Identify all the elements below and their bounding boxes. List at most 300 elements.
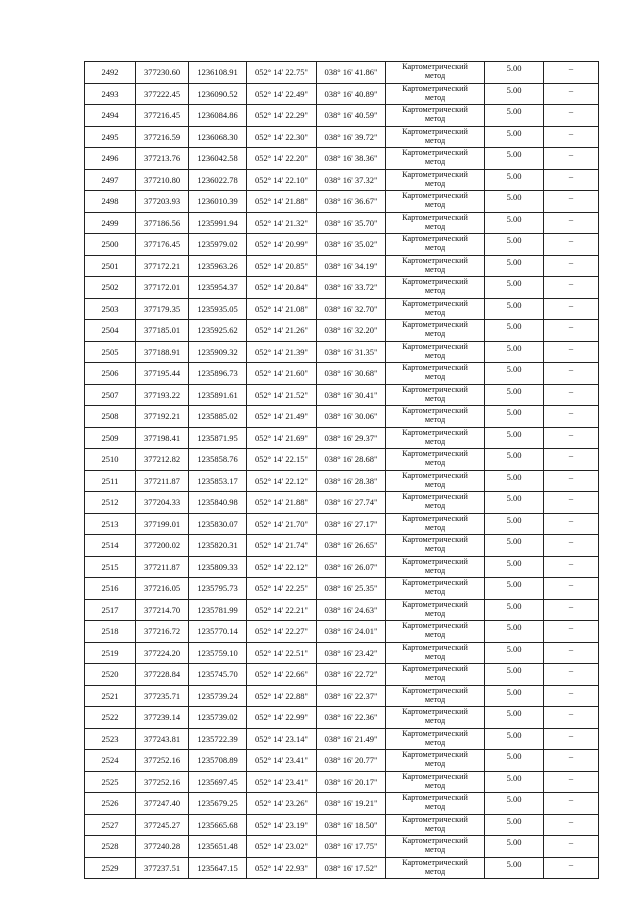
accuracy-cell: 5.00 bbox=[485, 793, 544, 815]
y-coordinate-cell: 1235722.39 bbox=[189, 728, 247, 750]
method-line-1: Картометрический bbox=[402, 126, 468, 136]
longitude-cell: 038° 16' 25.35" bbox=[317, 578, 386, 600]
point-number-cell: 2526 bbox=[85, 793, 136, 815]
point-number-cell: 2499 bbox=[85, 212, 136, 234]
y-coordinate-cell: 1235935.05 bbox=[189, 298, 247, 320]
method-line-1: Картометрический bbox=[402, 750, 468, 759]
latitude-cell: 052° 14' 22.15" bbox=[247, 449, 317, 471]
method-line-1: Картометрический bbox=[402, 599, 468, 609]
description-cell: – bbox=[544, 685, 599, 707]
method-line-2: метод bbox=[424, 845, 446, 854]
point-number-cell: 2529 bbox=[85, 857, 136, 879]
point-number-cell: 2503 bbox=[85, 298, 136, 320]
y-coordinate-cell: 1235647.15 bbox=[189, 857, 247, 879]
accuracy-cell: 5.00 bbox=[485, 513, 544, 535]
latitude-cell: 052° 14' 22.21" bbox=[247, 599, 317, 621]
method-line-1: Картометрический bbox=[402, 664, 468, 673]
method-cell bbox=[386, 191, 485, 213]
table-row bbox=[85, 148, 599, 170]
table-row bbox=[85, 535, 599, 557]
method-line-1: Картометрический bbox=[402, 277, 468, 286]
table-row bbox=[85, 449, 599, 471]
x-coordinate-cell: 377216.45 bbox=[136, 105, 189, 127]
longitude-cell: 038° 16' 22.37" bbox=[317, 685, 386, 707]
method-cell bbox=[386, 105, 485, 127]
table-row bbox=[85, 277, 599, 299]
description-cell: – bbox=[544, 277, 599, 299]
x-coordinate-cell: 377200.02 bbox=[136, 535, 189, 557]
table-row bbox=[85, 556, 599, 578]
x-coordinate-cell: 377193.22 bbox=[136, 384, 189, 406]
method-line-2: метод bbox=[424, 393, 446, 403]
accuracy-cell: 5.00 bbox=[485, 126, 544, 148]
latitude-cell: 052° 14' 22.30" bbox=[247, 126, 317, 148]
point-number-cell: 2496 bbox=[85, 148, 136, 170]
method-line-1: Картометрический bbox=[402, 255, 468, 265]
method-line-1: Картометрический bbox=[402, 621, 468, 630]
accuracy-cell: 5.00 bbox=[485, 707, 544, 729]
y-coordinate-cell: 1235770.14 bbox=[189, 621, 247, 643]
table-row bbox=[85, 470, 599, 492]
table-row bbox=[85, 212, 599, 234]
description-cell: – bbox=[544, 384, 599, 406]
y-coordinate-cell: 1236010.39 bbox=[189, 191, 247, 213]
method-line-2: метод bbox=[424, 178, 446, 188]
method-line-2: метод bbox=[424, 71, 446, 80]
x-coordinate-cell: 377245.27 bbox=[136, 814, 189, 836]
latitude-cell: 052° 14' 21.52" bbox=[247, 384, 317, 406]
y-coordinate-cell: 1235739.24 bbox=[189, 685, 247, 707]
table-row bbox=[85, 234, 599, 256]
y-coordinate-cell: 1235697.45 bbox=[189, 771, 247, 793]
point-number-cell: 2523 bbox=[85, 728, 136, 750]
point-number-cell: 2501 bbox=[85, 255, 136, 277]
x-coordinate-cell: 377224.20 bbox=[136, 642, 189, 664]
description-cell: – bbox=[544, 556, 599, 578]
table-row bbox=[85, 191, 599, 213]
method-cell bbox=[386, 492, 485, 514]
latitude-cell: 052° 14' 22.25" bbox=[247, 578, 317, 600]
method-line-2: метод bbox=[424, 372, 446, 381]
y-coordinate-cell: 1235651.48 bbox=[189, 836, 247, 858]
longitude-cell: 038° 16' 30.06" bbox=[317, 406, 386, 428]
method-line-1: Картометрический bbox=[402, 857, 468, 867]
method-line-2: метод bbox=[424, 264, 446, 274]
y-coordinate-cell: 1235891.61 bbox=[189, 384, 247, 406]
x-coordinate-cell: 377188.91 bbox=[136, 341, 189, 363]
description-cell: – bbox=[544, 836, 599, 858]
accuracy-cell: 5.00 bbox=[485, 857, 544, 879]
method-line-1: Картометрический bbox=[402, 341, 468, 351]
x-coordinate-cell: 377172.01 bbox=[136, 277, 189, 299]
method-cell bbox=[386, 814, 485, 836]
latitude-cell: 052° 14' 23.26" bbox=[247, 793, 317, 815]
method-line-1: Картометрический bbox=[402, 298, 468, 308]
method-line-1: Картометрический bbox=[402, 492, 468, 501]
accuracy-cell: 5.00 bbox=[485, 771, 544, 793]
accuracy-cell: 5.00 bbox=[485, 62, 544, 84]
longitude-cell: 038° 16' 38.36" bbox=[317, 148, 386, 170]
y-coordinate-cell: 1235665.68 bbox=[189, 814, 247, 836]
point-number-cell: 2506 bbox=[85, 363, 136, 385]
accuracy-cell: 5.00 bbox=[485, 406, 544, 428]
method-line-1: Картометрический bbox=[402, 191, 468, 200]
x-coordinate-cell: 377252.16 bbox=[136, 750, 189, 772]
longitude-cell: 038° 16' 19.21" bbox=[317, 793, 386, 815]
point-number-cell: 2524 bbox=[85, 750, 136, 772]
longitude-cell: 038° 16' 17.75" bbox=[317, 836, 386, 858]
longitude-cell: 038° 16' 27.17" bbox=[317, 513, 386, 535]
accuracy-cell: 5.00 bbox=[485, 384, 544, 406]
y-coordinate-cell: 1235679.25 bbox=[189, 793, 247, 815]
x-coordinate-cell: 377239.14 bbox=[136, 707, 189, 729]
latitude-cell: 052° 14' 23.02" bbox=[247, 836, 317, 858]
y-coordinate-cell: 1235963.26 bbox=[189, 255, 247, 277]
longitude-cell: 038° 16' 30.68" bbox=[317, 363, 386, 385]
method-line-1: Картометрический bbox=[402, 427, 468, 437]
x-coordinate-cell: 377228.84 bbox=[136, 664, 189, 686]
method-line-2: метод bbox=[424, 759, 446, 768]
latitude-cell: 052° 14' 23.19" bbox=[247, 814, 317, 836]
method-cell bbox=[386, 384, 485, 406]
y-coordinate-cell: 1236090.52 bbox=[189, 83, 247, 105]
point-number-cell: 2512 bbox=[85, 492, 136, 514]
accuracy-cell: 5.00 bbox=[485, 169, 544, 191]
longitude-cell: 038° 16' 33.72" bbox=[317, 277, 386, 299]
point-number-cell: 2522 bbox=[85, 707, 136, 729]
method-line-2: метод bbox=[424, 329, 446, 338]
y-coordinate-cell: 1236108.91 bbox=[189, 62, 247, 84]
method-cell bbox=[386, 836, 485, 858]
point-number-cell: 2504 bbox=[85, 320, 136, 342]
longitude-cell: 038° 16' 17.52" bbox=[317, 857, 386, 879]
table-row bbox=[85, 320, 599, 342]
longitude-cell: 038° 16' 39.72" bbox=[317, 126, 386, 148]
method-cell bbox=[386, 685, 485, 707]
longitude-cell: 038° 16' 29.37" bbox=[317, 427, 386, 449]
method-line-1: Картометрический bbox=[402, 62, 468, 71]
table-body bbox=[85, 62, 599, 879]
description-cell: – bbox=[544, 793, 599, 815]
y-coordinate-cell: 1235739.02 bbox=[189, 707, 247, 729]
x-coordinate-cell: 377186.56 bbox=[136, 212, 189, 234]
point-number-cell: 2514 bbox=[85, 535, 136, 557]
method-cell bbox=[386, 642, 485, 664]
x-coordinate-cell: 377247.40 bbox=[136, 793, 189, 815]
method-line-2: метод bbox=[424, 802, 446, 811]
x-coordinate-cell: 377252.16 bbox=[136, 771, 189, 793]
x-coordinate-cell: 377216.05 bbox=[136, 578, 189, 600]
latitude-cell: 052° 14' 22.88" bbox=[247, 685, 317, 707]
y-coordinate-cell: 1235820.31 bbox=[189, 535, 247, 557]
method-cell bbox=[386, 707, 485, 729]
y-coordinate-cell: 1235759.10 bbox=[189, 642, 247, 664]
method-line-1: Картометрический bbox=[402, 449, 468, 458]
longitude-cell: 038° 16' 24.63" bbox=[317, 599, 386, 621]
longitude-cell: 038° 16' 20.17" bbox=[317, 771, 386, 793]
description-cell: – bbox=[544, 621, 599, 643]
x-coordinate-cell: 377230.60 bbox=[136, 62, 189, 84]
table-row bbox=[85, 384, 599, 406]
description-cell: – bbox=[544, 169, 599, 191]
description-cell: – bbox=[544, 126, 599, 148]
point-number-cell: 2513 bbox=[85, 513, 136, 535]
longitude-cell: 038° 16' 26.65" bbox=[317, 535, 386, 557]
description-cell: – bbox=[544, 599, 599, 621]
table-row bbox=[85, 62, 599, 84]
method-line-2: метод bbox=[424, 522, 446, 532]
point-number-cell: 2494 bbox=[85, 105, 136, 127]
method-line-2: метод bbox=[424, 92, 446, 102]
accuracy-cell: 5.00 bbox=[485, 814, 544, 836]
description-cell: – bbox=[544, 449, 599, 471]
description-cell: – bbox=[544, 298, 599, 320]
accuracy-cell: 5.00 bbox=[485, 234, 544, 256]
method-line-1: Картометрический bbox=[402, 814, 468, 824]
table-row bbox=[85, 513, 599, 535]
latitude-cell: 052° 14' 23.14" bbox=[247, 728, 317, 750]
point-number-cell: 2520 bbox=[85, 664, 136, 686]
table-row bbox=[85, 492, 599, 514]
method-line-2: метод bbox=[424, 479, 446, 489]
y-coordinate-cell: 1236042.58 bbox=[189, 148, 247, 170]
accuracy-cell: 5.00 bbox=[485, 105, 544, 127]
description-cell: – bbox=[544, 771, 599, 793]
description-cell: – bbox=[544, 427, 599, 449]
y-coordinate-cell: 1235708.89 bbox=[189, 750, 247, 772]
latitude-cell: 052° 14' 21.74" bbox=[247, 535, 317, 557]
y-coordinate-cell: 1235830.07 bbox=[189, 513, 247, 535]
longitude-cell: 038° 16' 40.59" bbox=[317, 105, 386, 127]
method-line-2: метод bbox=[424, 651, 446, 661]
method-line-2: метод bbox=[424, 501, 446, 510]
table-row bbox=[85, 642, 599, 664]
y-coordinate-cell: 1235896.73 bbox=[189, 363, 247, 385]
accuracy-cell: 5.00 bbox=[485, 320, 544, 342]
method-line-1: Картометрический bbox=[402, 771, 468, 781]
table-row bbox=[85, 169, 599, 191]
longitude-cell: 038° 16' 28.68" bbox=[317, 449, 386, 471]
point-number-cell: 2518 bbox=[85, 621, 136, 643]
longitude-cell: 038° 16' 37.32" bbox=[317, 169, 386, 191]
method-cell bbox=[386, 298, 485, 320]
longitude-cell: 038° 16' 22.72" bbox=[317, 664, 386, 686]
x-coordinate-cell: 377243.81 bbox=[136, 728, 189, 750]
x-coordinate-cell: 377198.41 bbox=[136, 427, 189, 449]
description-cell: – bbox=[544, 62, 599, 84]
method-cell bbox=[386, 83, 485, 105]
latitude-cell: 052° 14' 21.26" bbox=[247, 320, 317, 342]
description-cell: – bbox=[544, 750, 599, 772]
description-cell: – bbox=[544, 320, 599, 342]
method-line-2: метод bbox=[424, 350, 446, 360]
accuracy-cell: 5.00 bbox=[485, 578, 544, 600]
method-line-2: метод bbox=[424, 458, 446, 467]
x-coordinate-cell: 377216.59 bbox=[136, 126, 189, 148]
table-row bbox=[85, 664, 599, 686]
method-line-2: метод bbox=[424, 307, 446, 317]
longitude-cell: 038° 16' 18.50" bbox=[317, 814, 386, 836]
latitude-cell: 052° 14' 22.49" bbox=[247, 83, 317, 105]
method-cell bbox=[386, 255, 485, 277]
method-line-2: метод bbox=[424, 544, 446, 553]
method-cell bbox=[386, 277, 485, 299]
y-coordinate-cell: 1236022.78 bbox=[189, 169, 247, 191]
longitude-cell: 038° 16' 23.42" bbox=[317, 642, 386, 664]
method-line-2: метод bbox=[424, 608, 446, 618]
method-cell bbox=[386, 599, 485, 621]
y-coordinate-cell: 1235979.02 bbox=[189, 234, 247, 256]
accuracy-cell: 5.00 bbox=[485, 728, 544, 750]
method-cell bbox=[386, 62, 485, 84]
description-cell: – bbox=[544, 212, 599, 234]
longitude-cell: 038° 16' 27.74" bbox=[317, 492, 386, 514]
latitude-cell: 052° 14' 20.85" bbox=[247, 255, 317, 277]
method-cell bbox=[386, 427, 485, 449]
x-coordinate-cell: 377240.28 bbox=[136, 836, 189, 858]
x-coordinate-cell: 377176.45 bbox=[136, 234, 189, 256]
accuracy-cell: 5.00 bbox=[485, 212, 544, 234]
longitude-cell: 038° 16' 41.86" bbox=[317, 62, 386, 84]
method-cell bbox=[386, 363, 485, 385]
longitude-cell: 038° 16' 40.89" bbox=[317, 83, 386, 105]
table-row bbox=[85, 578, 599, 600]
description-cell: – bbox=[544, 707, 599, 729]
method-line-1: Картометрический bbox=[402, 578, 468, 587]
method-line-1: Картометрический bbox=[402, 793, 468, 802]
accuracy-cell: 5.00 bbox=[485, 642, 544, 664]
x-coordinate-cell: 377214.70 bbox=[136, 599, 189, 621]
latitude-cell: 052° 14' 22.27" bbox=[247, 621, 317, 643]
x-coordinate-cell: 377179.35 bbox=[136, 298, 189, 320]
point-number-cell: 2505 bbox=[85, 341, 136, 363]
point-number-cell: 2515 bbox=[85, 556, 136, 578]
accuracy-cell: 5.00 bbox=[485, 685, 544, 707]
x-coordinate-cell: 377211.87 bbox=[136, 470, 189, 492]
table-row bbox=[85, 406, 599, 428]
latitude-cell: 052° 14' 20.84" bbox=[247, 277, 317, 299]
description-cell: – bbox=[544, 255, 599, 277]
accuracy-cell: 5.00 bbox=[485, 470, 544, 492]
accuracy-cell: 5.00 bbox=[485, 191, 544, 213]
accuracy-cell: 5.00 bbox=[485, 277, 544, 299]
table-row bbox=[85, 83, 599, 105]
latitude-cell: 052° 14' 21.88" bbox=[247, 492, 317, 514]
y-coordinate-cell: 1235795.73 bbox=[189, 578, 247, 600]
table-row bbox=[85, 126, 599, 148]
accuracy-cell: 5.00 bbox=[485, 449, 544, 471]
description-cell: – bbox=[544, 578, 599, 600]
method-line-1: Картометрический bbox=[402, 556, 468, 566]
method-cell bbox=[386, 771, 485, 793]
method-line-1: Картометрический bbox=[402, 83, 468, 93]
method-line-2: метод bbox=[424, 673, 446, 682]
latitude-cell: 052° 14' 22.10" bbox=[247, 169, 317, 191]
y-coordinate-cell: 1235909.32 bbox=[189, 341, 247, 363]
description-cell: – bbox=[544, 814, 599, 836]
method-cell bbox=[386, 664, 485, 686]
method-line-1: Картометрический bbox=[402, 169, 468, 179]
method-line-2: метод bbox=[424, 135, 446, 145]
method-cell bbox=[386, 793, 485, 815]
method-line-1: Картометрический bbox=[402, 707, 468, 716]
latitude-cell: 052° 14' 22.29" bbox=[247, 105, 317, 127]
description-cell: – bbox=[544, 642, 599, 664]
y-coordinate-cell: 1235840.98 bbox=[189, 492, 247, 514]
y-coordinate-cell: 1236068.30 bbox=[189, 126, 247, 148]
table-row bbox=[85, 341, 599, 363]
method-line-2: метод bbox=[424, 200, 446, 209]
description-cell: – bbox=[544, 470, 599, 492]
x-coordinate-cell: 377237.51 bbox=[136, 857, 189, 879]
x-coordinate-cell: 377203.93 bbox=[136, 191, 189, 213]
point-number-cell: 2511 bbox=[85, 470, 136, 492]
longitude-cell: 038° 16' 34.19" bbox=[317, 255, 386, 277]
y-coordinate-cell: 1236084.86 bbox=[189, 105, 247, 127]
point-number-cell: 2521 bbox=[85, 685, 136, 707]
method-line-1: Картометрический bbox=[402, 642, 468, 652]
description-cell: – bbox=[544, 513, 599, 535]
method-line-2: метод bbox=[424, 780, 446, 790]
latitude-cell: 052° 14' 22.20" bbox=[247, 148, 317, 170]
table-row bbox=[85, 105, 599, 127]
point-number-cell: 2519 bbox=[85, 642, 136, 664]
latitude-cell: 052° 14' 21.39" bbox=[247, 341, 317, 363]
y-coordinate-cell: 1235781.99 bbox=[189, 599, 247, 621]
method-cell bbox=[386, 513, 485, 535]
point-number-cell: 2502 bbox=[85, 277, 136, 299]
method-line-2: метод bbox=[424, 243, 446, 252]
description-cell: – bbox=[544, 105, 599, 127]
y-coordinate-cell: 1235925.62 bbox=[189, 320, 247, 342]
x-coordinate-cell: 377216.72 bbox=[136, 621, 189, 643]
latitude-cell: 052° 14' 21.49" bbox=[247, 406, 317, 428]
longitude-cell: 038° 16' 21.49" bbox=[317, 728, 386, 750]
latitude-cell: 052° 14' 21.32" bbox=[247, 212, 317, 234]
y-coordinate-cell: 1235745.70 bbox=[189, 664, 247, 686]
latitude-cell: 052° 14' 21.70" bbox=[247, 513, 317, 535]
latitude-cell: 052° 14' 21.08" bbox=[247, 298, 317, 320]
point-number-cell: 2493 bbox=[85, 83, 136, 105]
method-line-1: Картометрический bbox=[402, 836, 468, 845]
x-coordinate-cell: 377222.45 bbox=[136, 83, 189, 105]
method-line-2: метод bbox=[424, 866, 446, 876]
method-line-2: метод bbox=[424, 716, 446, 725]
coordinates-table bbox=[84, 61, 599, 879]
table-row bbox=[85, 255, 599, 277]
x-coordinate-cell: 377204.33 bbox=[136, 492, 189, 514]
y-coordinate-cell: 1235885.02 bbox=[189, 406, 247, 428]
method-line-2: метод bbox=[424, 157, 446, 166]
accuracy-cell: 5.00 bbox=[485, 750, 544, 772]
point-number-cell: 2500 bbox=[85, 234, 136, 256]
table-row bbox=[85, 836, 599, 858]
table-row bbox=[85, 621, 599, 643]
y-coordinate-cell: 1235809.33 bbox=[189, 556, 247, 578]
latitude-cell: 052° 14' 22.66" bbox=[247, 664, 317, 686]
longitude-cell: 038° 16' 32.70" bbox=[317, 298, 386, 320]
point-number-cell: 2517 bbox=[85, 599, 136, 621]
y-coordinate-cell: 1235853.17 bbox=[189, 470, 247, 492]
description-cell: – bbox=[544, 857, 599, 879]
method-cell bbox=[386, 556, 485, 578]
method-cell bbox=[386, 750, 485, 772]
y-coordinate-cell: 1235858.76 bbox=[189, 449, 247, 471]
longitude-cell: 038° 16' 32.20" bbox=[317, 320, 386, 342]
x-coordinate-cell: 377195.44 bbox=[136, 363, 189, 385]
latitude-cell: 052° 14' 22.99" bbox=[247, 707, 317, 729]
method-cell bbox=[386, 578, 485, 600]
